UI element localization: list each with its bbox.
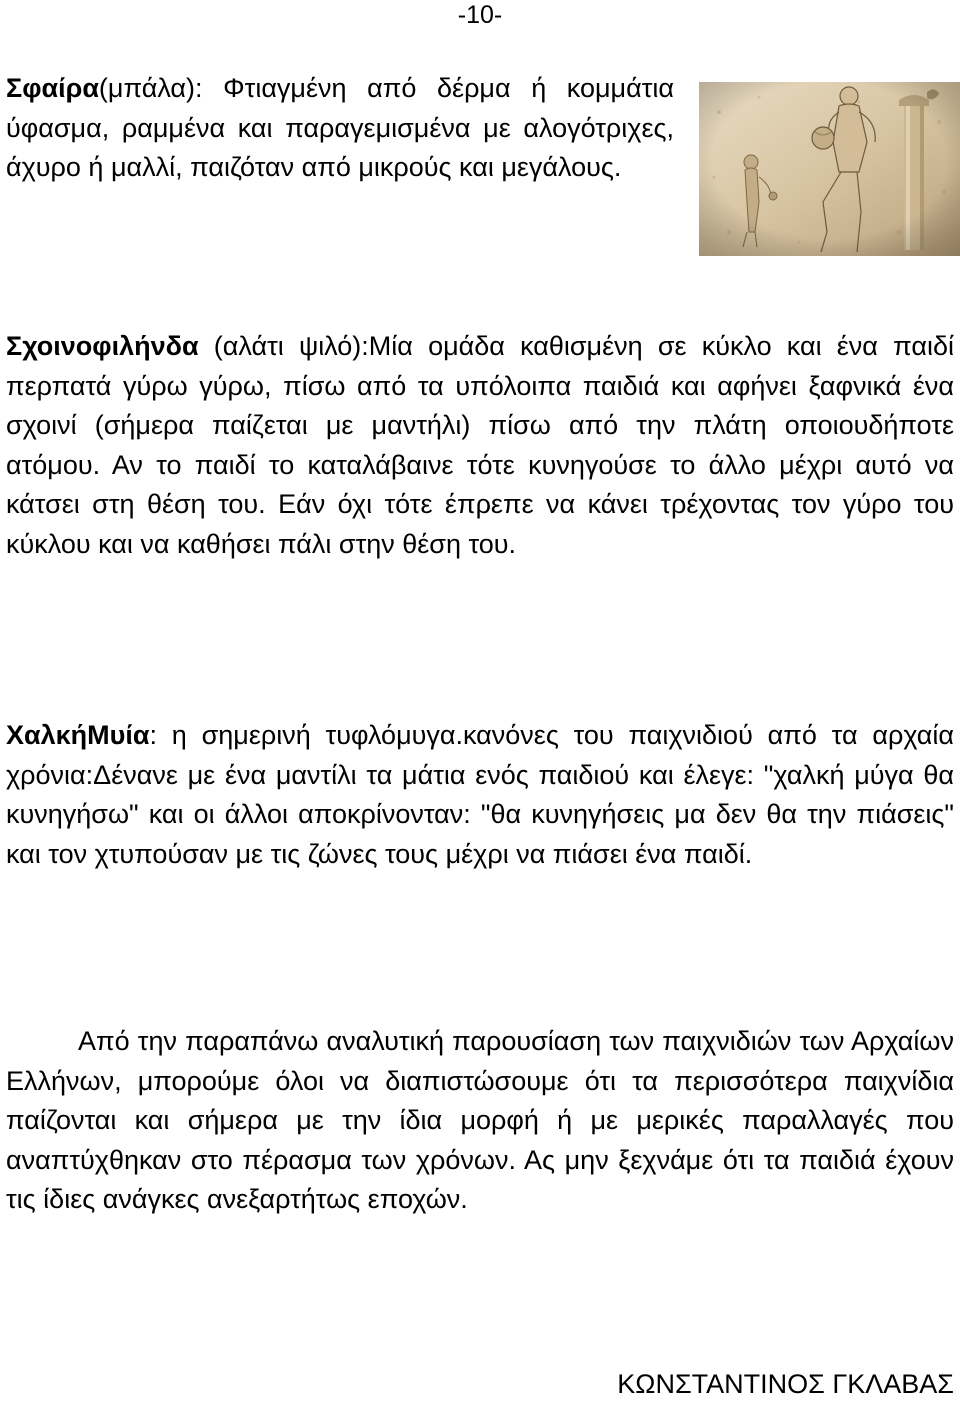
paragraph-chalkimyia [6,716,954,874]
paragraph-sfaira [6,69,674,188]
paragraph-conclusion: Από την παραπάνω αναλυτική παρουσίαση των παιχνιδιών των Αρχαίων Ελλήνων, μπορούμε όλοι να διαπιστώσουμε ότι τα περισσότερα παιχνίδια παίζονται και σήμερα με την ίδια μορφή ή με μερικές παραλλαγές που αναπτύχθηκαν στο πέρασμα των χρόνων. Ας μην ξεχνάμε ότι τα παιδιά έχουν τις ίδιες ανάγκες ανεξαρτήτως εποχών. [6,1026,954,1215]
ancient-relief-image [699,82,960,256]
author-signature: ΚΩΝΣΤΑΝΤΙΝΟΣ ΓΚΛΑΒΑΣ [617,1369,954,1399]
term-schoinofilinda: Σχοινοφιλήνδα [6,331,199,361]
page-number: -10- [457,1,503,29]
text-sfaira: (μπάλα): Φτιαγμένη από δέρμα ή κομμάτια ύφασμα, ραμμένα και παραγεμισμένα με αλογότριχες, άχυρο ή μαλλί, παιζόταν από μικρούς και μεγάλους. [6,73,674,183]
text-chalkimyia: : η σημερινή τυφλόμυγα.κανόνες του παιχνιδιού από τα αρχαία χρόνια:Δένανε με ένα μαντίλι τα μάτια ενός παιδιού και έλεγε: "χαλκή μύγα θα κυνηγήσω" και οι άλλοι αποκρίνονταν: "θα κυνηγήσεις μα δεν θα την πιάσεις" και τον χτυπούσαν με τις ζώνες τους μέχρι να πιάσει ένα παιδί. [6,720,954,869]
relief-ball-player-figure [699,82,960,256]
term-chalkimyia: ΧαλκήΜυία [6,720,150,750]
text-schoinofilinda: (αλάτι ψιλό):Μία ομάδα καθισμένη σε κύκλο και ένα παιδί περπατά γύρω γύρω, πίσω από τα υπόλοιπα παιδιά και αφήνει ξαφνικά ένα σχοινί (σήμερα παίζεται με μαντήλι) πίσω από την πλάτη οποιουδήποτε ατόμου. Αν το παιδί το καταλάβαινε τότε κυνηγούσε το άλλο μέχρι αυτό να κάτσει στη θέση του. Εάν όχι τότε έπρεπε να κάνει τρέχοντας τον γύρο του κύκλου και να καθήσει πάλι στην θέση του. [6,331,954,559]
term-sfaira: Σφαίρα [6,73,99,103]
paragraph-schoinofilinda [6,327,954,565]
